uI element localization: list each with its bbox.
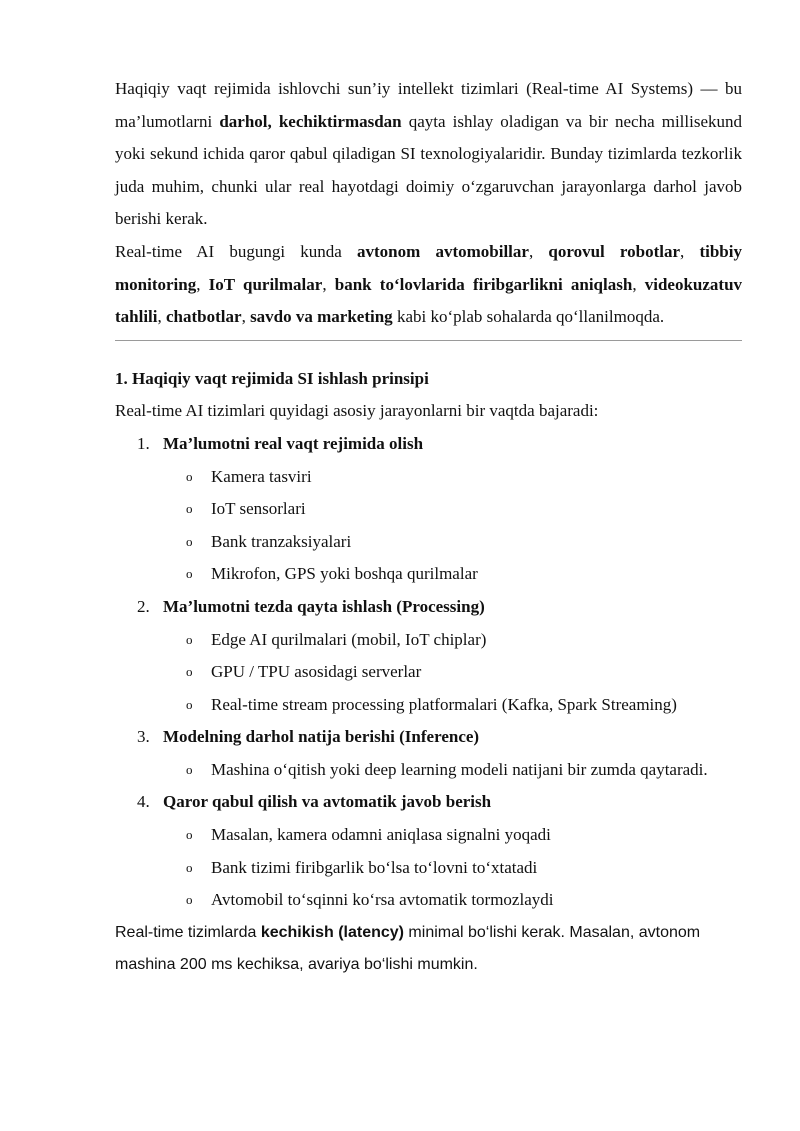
sub-list-item [115, 558, 742, 591]
sub-item-text: Edge AI qurilmalari (mobil, IoT chiplar) [211, 629, 487, 649]
sub-item-text: Real-time stream processing platformalari (Kafka, Spark Streaming) [211, 694, 677, 714]
field-video-analytics: videokuzatuv tahlili [115, 274, 743, 327]
sub-item-text: Bank tizimi firibgarlik bo‘lsa to‘lovni to‘xtatadi [211, 857, 538, 877]
horizontal-divider [115, 340, 742, 341]
step-subitems [115, 754, 742, 787]
bullet-marker: o [186, 696, 193, 712]
sub-list-item [115, 852, 742, 885]
field-sales-marketing: savdo va marketing [250, 307, 393, 327]
bullet-marker: o [186, 664, 193, 680]
field-iot-devices: IoT qurilmalar [208, 274, 323, 294]
bullet-marker: o [186, 827, 193, 843]
step-subitems [115, 819, 742, 917]
step-number: 3. [137, 727, 150, 747]
sub-list-item [115, 526, 742, 559]
document-page [115, 73, 742, 982]
intro-paragraph-2: Real-time AI bugungi kunda avtonom avtomobillar, qorovul robotlar, tibbiy monitoring, IoT qurilmalar, bank to‘lovlarida firibgarlikni aniqlash, videokuzatuv tahlili, chatbotlar, savdo va marketing kabi ko‘plab sohalarda qo‘llanilmoqda. [115, 241, 743, 327]
closing-paragraph: Real-time tizimlarda kechikish (latency) minimal bo‘lishi kerak. Masalan, avtonom mashina 200 ms kechiksa, avariya bo‘lishi mumkin. [115, 923, 701, 974]
step-item [115, 591, 742, 624]
sub-item-text: Masalan, kamera odamni aniqlasa signalni yoqadi [211, 825, 551, 845]
section-lead: Real-time AI tizimlari quyidagi asosiy jarayonlarni bir vaqtda bajaradi: [115, 401, 599, 421]
step-item [115, 786, 742, 819]
sub-list-item [115, 493, 742, 526]
sub-item-text: Mikrofon, GPS yoki boshqa qurilmalar [211, 564, 478, 584]
sub-list-item [115, 884, 742, 917]
sub-list-item [115, 754, 742, 787]
steps-list [115, 428, 742, 917]
step-title: Qaror qabul qilish va avtomatik javob berish [163, 792, 492, 812]
sub-item-text: Avtomobil to‘sqinni ko‘rsa avtomatik tormozlaydi [211, 890, 554, 910]
sub-list-item [115, 689, 742, 722]
field-autonomous-cars: avtonom avtomobillar [357, 241, 529, 261]
field-chatbots: chatbotlar [166, 307, 242, 327]
bullet-marker: o [186, 859, 193, 875]
step-subitems [115, 461, 742, 591]
emphasis-latency: kechikish (latency) [260, 923, 404, 941]
bullet-marker: o [186, 761, 193, 777]
intro-paragraph-1: Haqiqiy vaqt rejimida ishlovchi sun’iy intellekt tizimlari (Real-time AI Systems) — bu ma’lumotlarni darhol, kechiktirmasdan qayta ishlay oladigan va bir necha millisekund yoki sekund ichida qaror qabul qiladigan SI texnologiyalaridir. Bunday tizimlarda tezkorlik juda muhim, chunki ular real hayotdagi doimiy o‘zgaruvchan jarayonlarga darhol javob berishi kerak. [115, 79, 742, 229]
step-title: Ma’lumotni tezda qayta ishlash (Processing) [163, 596, 485, 616]
step-number: 2. [137, 596, 150, 616]
field-medical-monitoring: tibbiy monitoring [115, 241, 742, 294]
step-number: 1. [137, 433, 150, 453]
bullet-marker: o [186, 566, 193, 582]
step-item [115, 721, 742, 754]
sub-list-item [115, 461, 742, 494]
sub-list-item [115, 819, 742, 852]
bullet-marker: o [186, 631, 193, 647]
bullet-marker: o [186, 468, 193, 484]
sub-item-text: IoT sensorlari [211, 499, 306, 519]
step-title: Ma’lumotni real vaqt rejimida olish [163, 433, 424, 453]
field-guard-robots: qorovul robotlar [548, 241, 681, 261]
field-fraud-detection: bank to‘lovlarida firibgarlikni aniqlash [334, 274, 633, 294]
step-item [115, 428, 742, 461]
emphasis-immediately: darhol, kechiktirmasdan [219, 111, 402, 131]
step-title: Modelning darhol natija berishi (Inference) [163, 727, 480, 747]
sub-list-item [115, 656, 742, 689]
bullet-marker: o [186, 533, 193, 549]
sub-item-text: Bank tranzaksiyalari [211, 531, 352, 551]
step-subitems [115, 624, 742, 722]
sub-item-text: GPU / TPU asosidagi serverlar [211, 662, 422, 682]
bullet-marker: o [186, 892, 193, 908]
bullet-marker: o [186, 501, 193, 517]
sub-item-text: Kamera tasviri [211, 466, 312, 486]
section-heading: 1. Haqiqiy vaqt rejimida SI ishlash prinsipi [115, 368, 429, 388]
sub-item-text: Mashina o‘qitish yoki deep learning modeli natijani bir zumda qaytaradi. [211, 759, 708, 779]
step-number: 4. [137, 792, 150, 812]
sub-list-item [115, 624, 742, 657]
